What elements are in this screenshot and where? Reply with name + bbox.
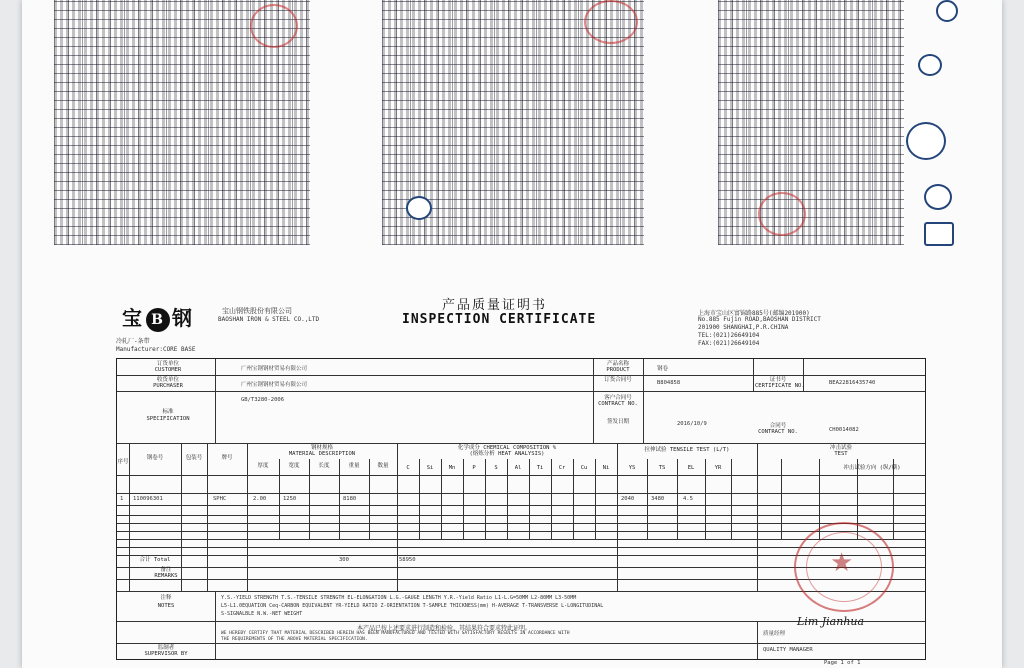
address-line: 201900 SHANGHAI,P.R.CHINA [698,324,789,331]
signature: Lim Jianhua [797,615,865,628]
total-qty: 300 [339,557,349,563]
tensile-ys: YS [628,465,636,471]
col-quantity: 数量 [377,463,389,469]
col-chemical: 化学成分 CHEMICAL COMPOSITION % [457,445,557,451]
notes-sub: NOTES [157,603,175,609]
col-impact-sub: TEST [834,451,848,457]
purchaser-sub: PURCHASER [153,383,183,389]
row-ys: 2040 [621,496,635,502]
customer-sub: CUSTOMER [154,367,182,373]
element-s: S [494,465,498,471]
manager-label: 质量经理 [763,631,786,637]
element-al: Al [514,465,522,471]
page-number: Page 1 of 1 [824,660,861,666]
notes-label: 注释 [160,595,172,601]
row-ts: 3480 [651,496,665,502]
total-label: 合计 Total [139,557,171,563]
red-seal [758,192,806,236]
remarks-label: 备注 [160,567,172,573]
row-grade: SPHC [213,496,227,502]
certification-logo-icon [924,222,954,246]
manufacturer: Manufacturer:CORE BASE [116,346,196,353]
supervisor-label: 监制者 [157,645,175,651]
element-p: P [472,465,476,471]
contract-value: CH0014082 [829,427,859,433]
scanned-certificate-1 [54,0,310,245]
col-impact: 冲击试验 [829,445,852,451]
col-grade: 牌号 [221,455,233,461]
row-width: 1250 [283,496,297,502]
col-pack: 包装号 [185,455,203,461]
col-chemical-sub: (熔炼分析 HEAT ANALYSIS) [469,451,545,457]
spec-value: GB/T3280-2006 [241,397,285,403]
product-label: 产品名称 [606,361,629,367]
scanned-certificate-2 [382,0,644,245]
tensile-el: EL [687,465,695,471]
tensile-ts: TS [658,465,666,471]
red-seal [584,0,638,44]
customer-value: 广州宝钢钢材贸易有限公司 [241,366,308,372]
red-inspection-seal [794,522,894,612]
spec-label: 标准 [162,409,174,415]
plant-name: 冷轧厂-条带 [116,338,150,345]
notes-line: Y.S.-YIELD STRENGTH T.S.-TENSILE STRENGTH EL-ELONGATION L.G.-GAUGE LENGTH Y.R.-Yield Ratio L1-L.G=50MM L2-80MM L3-50MM [221,595,577,601]
contract-label: 合同号 [769,423,787,429]
certificate-table [116,358,926,660]
col-coil: 钢卷号 [146,455,164,461]
address-line: No.885 Fujin ROAD,BAOSHAN DISTRICT [698,316,821,323]
row-thick: 2.00 [253,496,267,502]
scanned-certificate-3 [718,0,904,245]
inspection-certificate [72,288,952,668]
col-material: 钢材规格 [310,445,333,451]
certification-logo-icon [918,54,942,76]
col-length: 长度 [318,463,330,469]
element-ni: Ni [602,465,610,471]
purchaser-value: 广州宝钢钢材贸易有限公司 [241,382,308,388]
order-no-label: 订货合同号 [604,377,632,383]
address-line: 上海市宝山区富锦路885号(邮编201900) [698,310,810,317]
element-ti: Ti [536,465,544,471]
col-tensile: 拉伸试验 TENSILE TEST (L/T) [644,447,730,453]
company-name-cn: 宝山钢铁股份有限公司 [222,307,292,315]
delivery-label: 客户合同号 [604,395,632,401]
delivery-sub: CONTRACT NO. [598,401,638,407]
manager-sub: QUALITY MANAGER [763,647,813,653]
certificate-title-en: INSPECTION CERTIFICATE [402,312,597,327]
notes-line: S-SIGNALBLE N.W.-NET WEIGHT [221,611,303,617]
red-seal [250,4,298,48]
certification-logo-icon [924,184,952,210]
tensile-yr: YR [714,465,722,471]
element-mn: Mn [448,465,456,471]
certification-logo-icon [906,122,946,160]
date-value: 2016/10/9 [677,421,707,427]
spec-sub: SPECIFICATION [146,416,190,422]
col-material-sub: MATERIAL DESCRIPTION [288,451,356,457]
total-weight: 58950 [399,557,416,563]
element-cr: Cr [558,465,566,471]
cert-no-sub: CERTIFICATE NO. [755,383,805,389]
star-icon: ★ [830,548,854,578]
row-no: 1 [120,496,124,502]
baosteel-logo: 宝 B 钢 [122,306,194,330]
purchaser-label: 收货单位 [156,377,179,383]
cert-no-value: BEA22816435740 [829,380,876,386]
company-logo-icon [406,196,432,220]
col-width: 宽度 [288,463,300,469]
col-thick: 厚度 [257,463,269,469]
element-cu: Cu [580,465,588,471]
remarks-sub: REMARKS [154,573,178,579]
address-line: FAX:(021)26649104 [698,340,760,347]
product-sub: PRODUCT [606,367,630,373]
row-coil: 110096301 [133,496,163,502]
product-value: 钢卷 [657,366,669,372]
document-sheet [22,0,1002,668]
notes-line: L5-L1.0EQUATION Ceq-CARBON EQUIVALENT YR-YIELD RATIO Z-ORIENTATION T-SAMPLE THICKNESS(mm) H-AVERAGE T-TRANSVERSE L-LONGITUDINAL [221,603,604,609]
contract-sub: CONTRACT NO. [758,429,798,435]
element-si: Si [426,465,434,471]
certificate-title-cn: 产品质量证明书 [442,298,548,313]
col-weight: 重量 [348,463,360,469]
statement-en: WE HEREBY CERTIFY THAT MATERIAL DESCRIBED HEREIN HAS BEEN MANUFACTURED AND TESTED WITH SATISFACTORY RESULTS IN ACCORDANCE WITH [221,631,570,636]
company-name-en: BAOSHAN IRON & STEEL CO.,LTD [218,316,320,323]
col-impact-dir: 冲击试验方向 (纵/横) [843,465,901,471]
date-label: 签发日期 [606,419,629,425]
address-line: TEL:(021)26649104 [698,332,760,339]
col-no: 序号 [117,459,129,465]
statement-cn: 本产品已按上述要求进行制造和检验，其结果符合要求特此证明。 [357,625,532,632]
row-el: 4.5 [683,496,693,502]
statement-en: THE REQUIREMENTS OF THE ABOVE MATERIAL SPECIFICATION. [221,637,368,642]
row-weight: 8180 [343,496,357,502]
supervisor-sub: SUPERVISOR BY [144,651,188,657]
cert-no-label: 证书号 [769,377,787,383]
element-c: C [406,465,410,471]
certification-logo-icon [936,0,958,22]
customer-label: 订货单位 [156,361,179,367]
order-no-value: B804858 [657,380,681,386]
